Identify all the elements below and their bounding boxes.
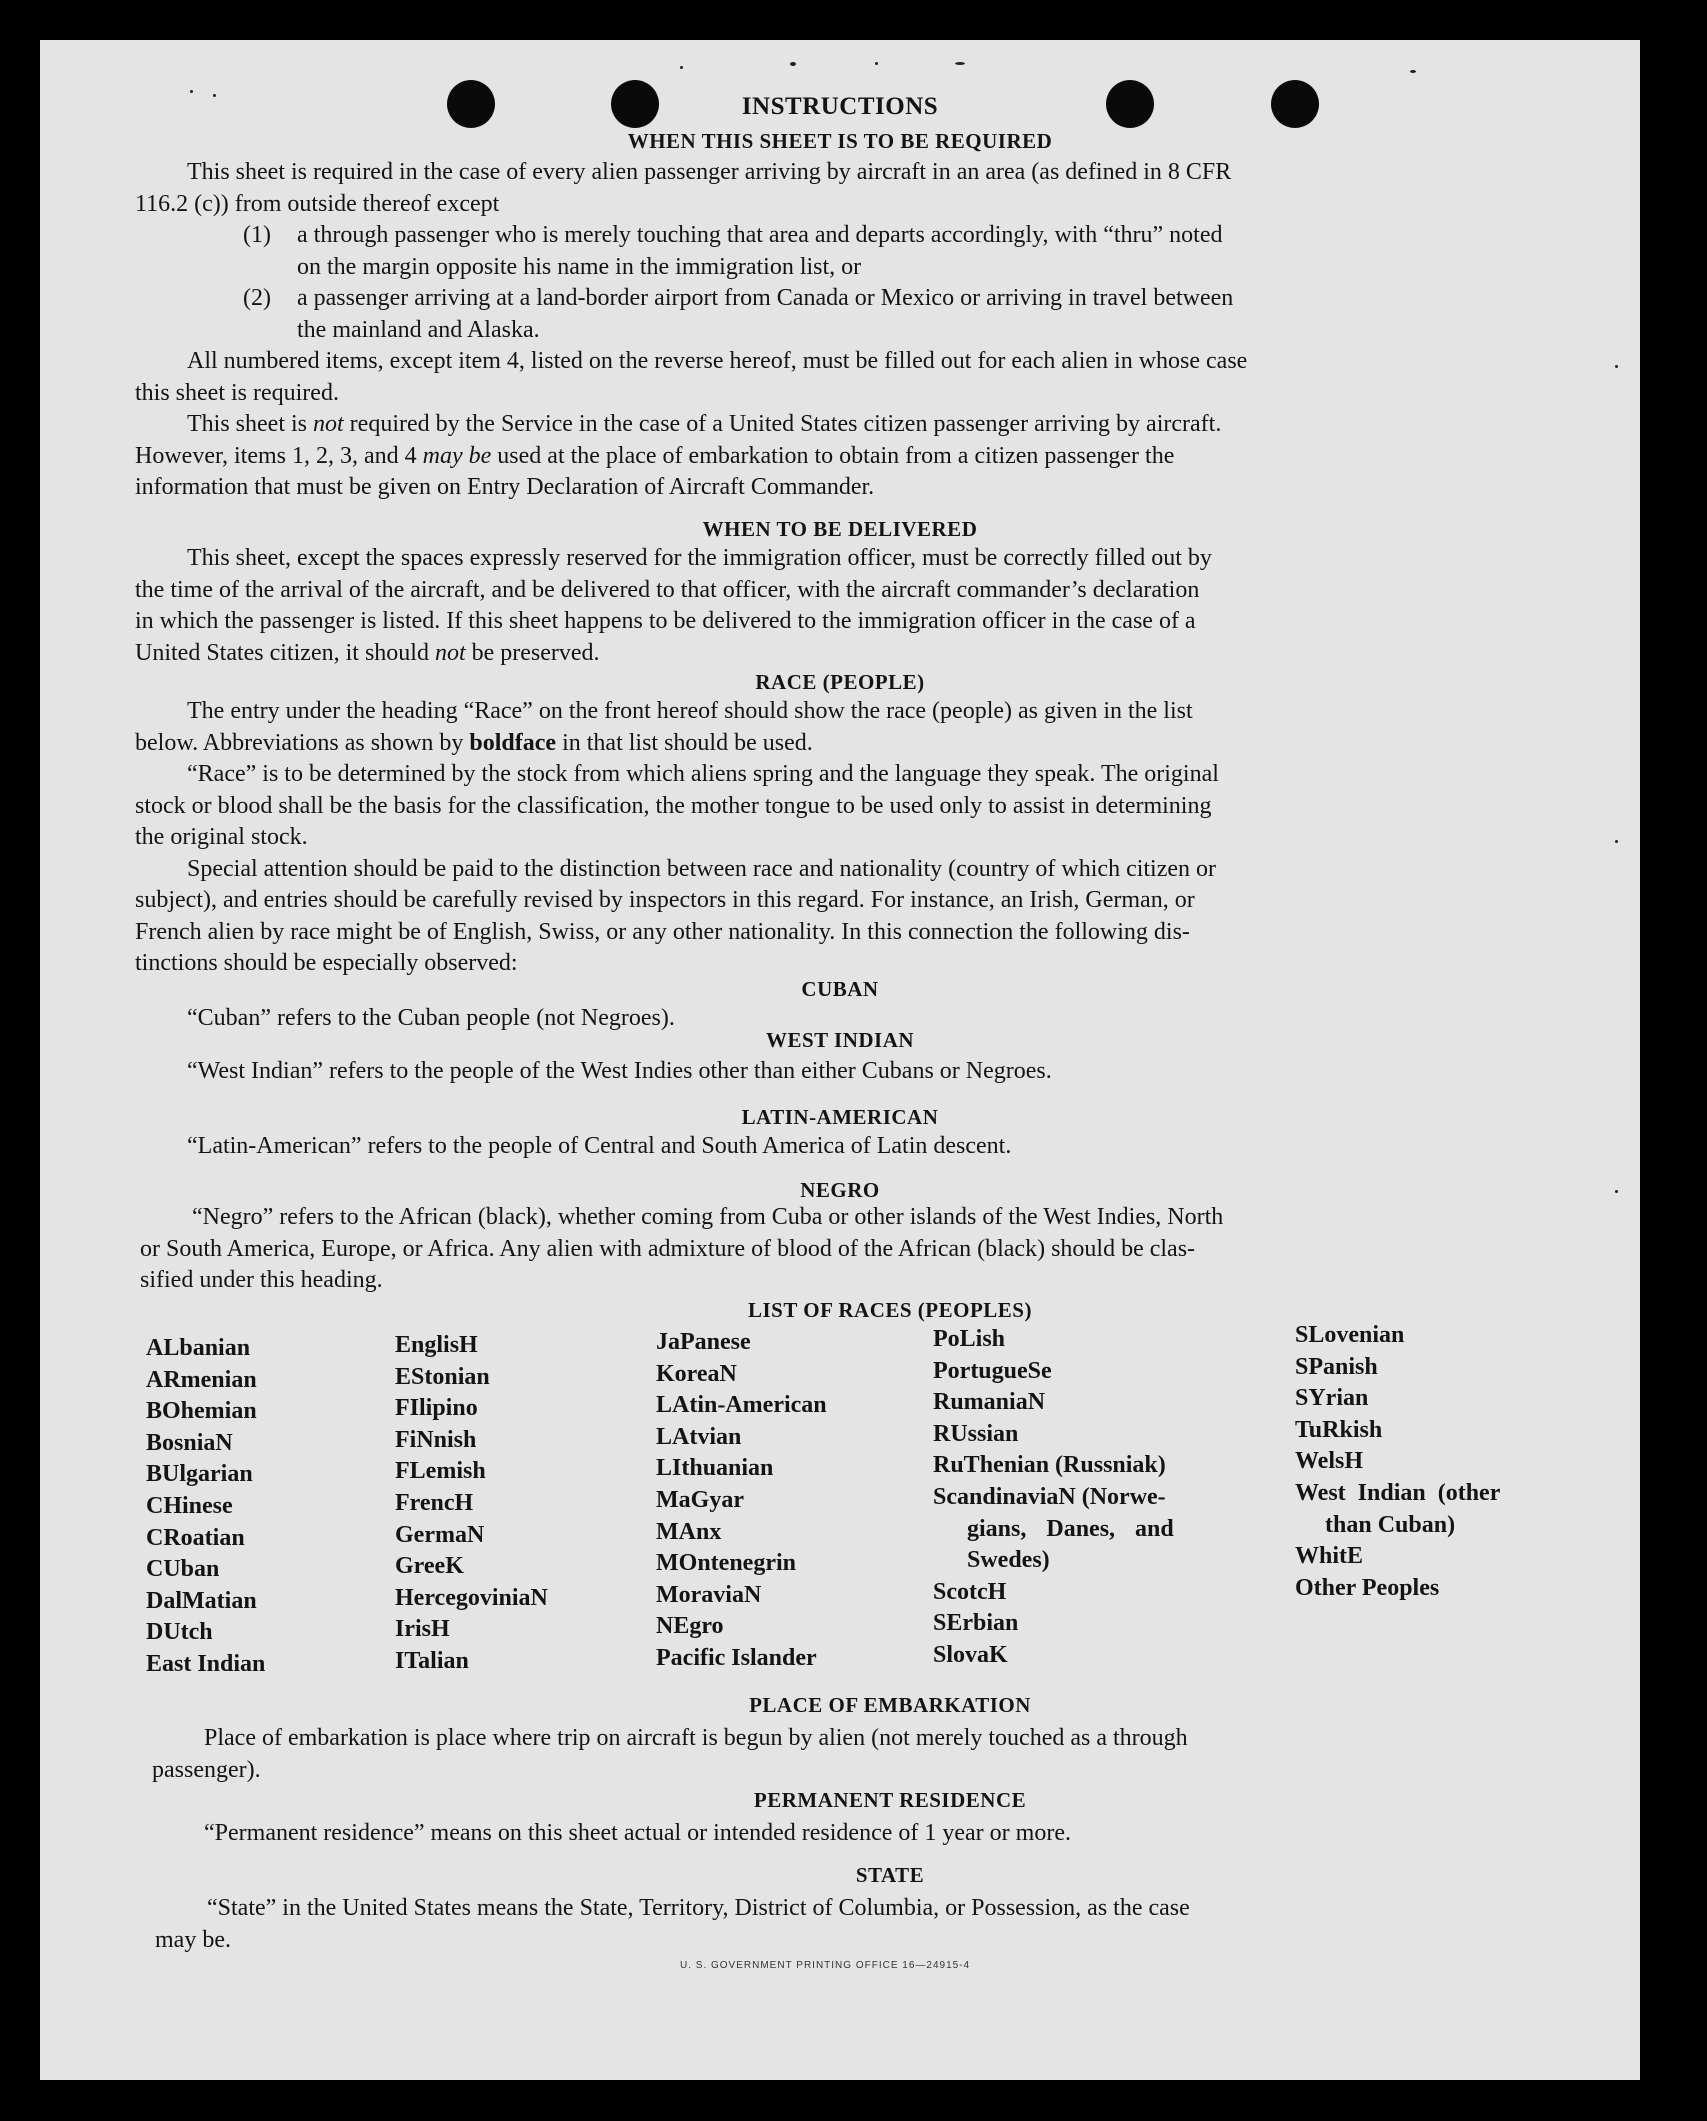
race-entry: WhitE [1295,1543,1364,1570]
section-title-negro: NEGRO [800,1178,880,1202]
text-line: or South America, Europe, or Africa. Any alien with admixture of blood of the African (black) should be clas- [140,1235,1196,1262]
item-number: (2) [243,285,271,311]
text-line: a through passenger who is merely touching that area and departs accordingly, with “thru” noted [297,222,1223,248]
section-title-latin-american: LATIN-AMERICAN [741,1105,939,1129]
race-entry: SlovaK [933,1641,1008,1668]
page-title: INSTRUCTIONS [741,93,939,120]
text-line: This sheet, except the spaces expressly reserved for the immigration officer, must be correctly filled out by [187,545,1212,571]
race-entry: LAtvian [656,1423,742,1450]
paragraph-latin-american: “Latin-American” refers to the people of Central and South America of Latin descent. [187,1133,1012,1159]
speck [680,66,683,69]
race-entry: Other Peoples [1295,1574,1440,1601]
text-span: be preserved. [465,639,600,666]
section-title-list-of-races: LIST OF RACES (PEOPLES) [748,1298,1032,1322]
text-line: the mainland and Alaska. [297,316,540,343]
race-entry: RUssian [933,1420,1019,1447]
race-entry: PoLish [933,1326,1006,1352]
race-entry: PortugueSe [933,1357,1052,1384]
race-entry: TuRkish [1295,1416,1383,1443]
race-entry: MaGyar [656,1486,744,1513]
text-span: United States citizen, it should [135,639,435,666]
text-span: in that list should be used. [556,729,813,756]
paragraph-cuban: “Cuban” refers to the Cuban people (not Negroes). [187,1005,675,1031]
race-entry: East Indian [146,1650,266,1677]
race-entry: ScotcH [933,1578,1007,1605]
race-entry: RuThenian (Russniak) [933,1452,1166,1479]
section-title-when-delivered: WHEN TO BE DELIVERED [702,517,978,541]
paragraph-when-delivered [135,543,1575,669]
paragraph-permanent-residence: “Permanent residence” means on this sheet actual or intended residence of 1 year or more. [204,1820,1071,1846]
race-entry: JaPanese [656,1329,751,1355]
race-entry: CRoatian [146,1524,245,1551]
text-line: subject), and entries should be carefully revised by inspectors in this regard. For instance, an Irish, German, or [135,887,1195,913]
text-line: “State” in the United States means the State, Territory, District of Columbia, or Possession, as the case [207,1895,1190,1921]
section-title-permanent-residence: PERMANENT RESIDENCE [753,1788,1027,1812]
section-title-embarkation: PLACE OF EMBARKATION [749,1693,1031,1717]
race-column-5 [1295,1320,1500,1604]
race-entry: ALbanian [146,1335,251,1361]
text-line: “Race” is to be determined by the stock from which aliens spring and the language they speak. The original [187,761,1219,787]
race-entry: WelsH [1295,1448,1364,1475]
document-sheet [40,40,1640,2080]
text-line: This sheet is required in the case of every alien passenger arriving by aircraft in an area (as defined in 8 CFR [187,159,1232,185]
section-title-cuban: CUBAN [801,977,879,1001]
race-entry: EStonian [395,1363,490,1390]
text-span: This sheet is [187,411,313,437]
race-entry: West Indian (other [1295,1479,1501,1506]
race-column-3 [656,1327,827,1675]
race-entry: FiNnish [395,1426,477,1453]
paragraph-embarkation [152,1723,1602,1786]
race-entry: IrisH [395,1616,450,1643]
race-entry: RumaniaN [933,1389,1046,1416]
text-line: Special attention should be paid to the distinction between race and nationality (country of which citizen or [187,855,1217,882]
race-entry: HercegoviniaN [395,1584,548,1611]
race-entry: ITalian [395,1647,469,1674]
race-entry: FrencH [395,1489,474,1516]
race-entry: GermaN [395,1521,485,1548]
paragraph-negro [140,1202,1590,1297]
text-span: not [313,411,344,437]
speck [955,62,965,65]
race-entry: CUban [146,1556,220,1583]
race-entry: BUlgarian [146,1461,253,1488]
text-span: not [434,639,466,666]
text-line: French alien by race might be of English, Swiss, or any other nationality. In this connection the following dis- [135,918,1190,945]
text-span: below. Abbreviations as shown by [135,729,470,756]
text-line: a passenger arriving at a land-border airport from Canada or Mexico or arriving in travel between [297,285,1234,311]
race-entry: SPanish [1295,1353,1378,1380]
race-entry: BosniaN [146,1429,233,1456]
race-entry: MoraviaN [656,1581,762,1608]
text-span: required by the Service in the case of a United States citizen passenger arriving by aircraft. [343,411,1222,437]
text-line: may be. [155,1926,231,1953]
section-title-west-indian: WEST INDIAN [765,1033,915,1049]
race-entry: EnglisH [395,1332,478,1358]
text-line: in which the passenger is listed. If this sheet happens to be delivered to the immigration officer in the case of a [135,608,1196,634]
race-entry: MOntenegrin [656,1550,796,1577]
race-entry: NEgro [656,1613,724,1640]
text-span: However, items 1, 2, 3, and 4 [135,442,423,469]
race-entry: GreeK [395,1553,464,1580]
race-entry: SErbian [933,1610,1019,1637]
race-entry: gians, Danes, and [967,1515,1174,1542]
text-line: sified under this heading. [140,1267,383,1293]
item-number: (1) [243,222,271,248]
race-entry: ARmenian [146,1366,257,1393]
section-title-race: RACE (PEOPLE) [755,670,925,694]
paragraph-west-indian: “West Indian” refers to the people of the West Indies other than either Cubans or Negroes. [187,1058,1052,1084]
section-title-state: STATE [855,1863,925,1887]
race-entry: DalMatian [146,1587,257,1614]
race-entry: than Cuban) [1325,1511,1456,1538]
text-line: The entry under the heading “Race” on the front hereof should show the race (people) as given in the list [187,698,1193,724]
speck [790,62,796,66]
text-line: Place of embarkation is place where trip on aircraft is begun by alien (not merely touched as a through [204,1725,1188,1751]
speck [1410,70,1416,73]
race-entry: DUtch [146,1619,213,1646]
printing-office-imprint: U. S. GOVERNMENT PRINTING OFFICE 16—24915-4 [680,1960,971,1971]
text-line: stock or blood shall be the basis for the classification, the mother tongue to be used only to assist in determining [135,792,1212,819]
text-span: boldface [469,729,557,756]
text-line: information that must be given on Entry Declaration of Aircraft Commander. [135,474,875,500]
race-column-1 [146,1333,265,1681]
paragraph-when-required [135,157,1575,504]
race-entry: SYrian [1295,1385,1369,1412]
paragraph-race [135,696,1575,980]
section-title-when-required: WHEN THIS SHEET IS TO BE REQUIRED [627,129,1053,153]
race-entry: Swedes) [967,1547,1050,1574]
text-line: passenger). [152,1756,261,1783]
text-line: this sheet is required. [135,379,339,406]
speck [1615,840,1618,843]
race-column-2 [395,1330,548,1678]
race-entry: LIthuanian [656,1455,774,1482]
paragraph-state [155,1893,1605,1956]
text-line: the original stock. [135,824,308,850]
text-span: may be [422,442,492,469]
text-span: used at the place of embarkation to obtain from a citizen passenger the [491,442,1175,469]
race-entry: KoreaN [656,1360,737,1387]
speck [875,62,878,65]
race-entry: SLovenian [1295,1322,1405,1348]
text-line: “Negro” refers to the African (black), whether coming from Cuba or other islands of the West Indies, North [192,1204,1224,1230]
race-entry: Pacific Islander [656,1644,817,1671]
text-line: 116.2 (c)) from outside thereof except [135,190,500,217]
race-entry: FIlipino [395,1395,478,1422]
race-entry: LAtin-American [656,1392,827,1419]
race-entry: FLemish [395,1458,486,1485]
text-line: All numbered items, except item 4, listed on the reverse hereof, must be filled out for each alien in whose case [187,348,1248,374]
race-entry: BOhemian [146,1398,257,1425]
speck [1615,365,1618,368]
text-line: on the margin opposite his name in the immigration list, or [297,253,862,280]
text-line: the time of the arrival of the aircraft, and be delivered to that officer, with the aircraft commander’s declaration [135,576,1200,603]
race-column-4 [933,1324,1174,1672]
race-entry: CHinese [146,1492,233,1519]
race-entry: MAnx [656,1518,722,1545]
race-entry: ScandinaviaN (Norwe- [933,1483,1166,1510]
text-line: tinctions should be especially observed: [135,950,518,976]
